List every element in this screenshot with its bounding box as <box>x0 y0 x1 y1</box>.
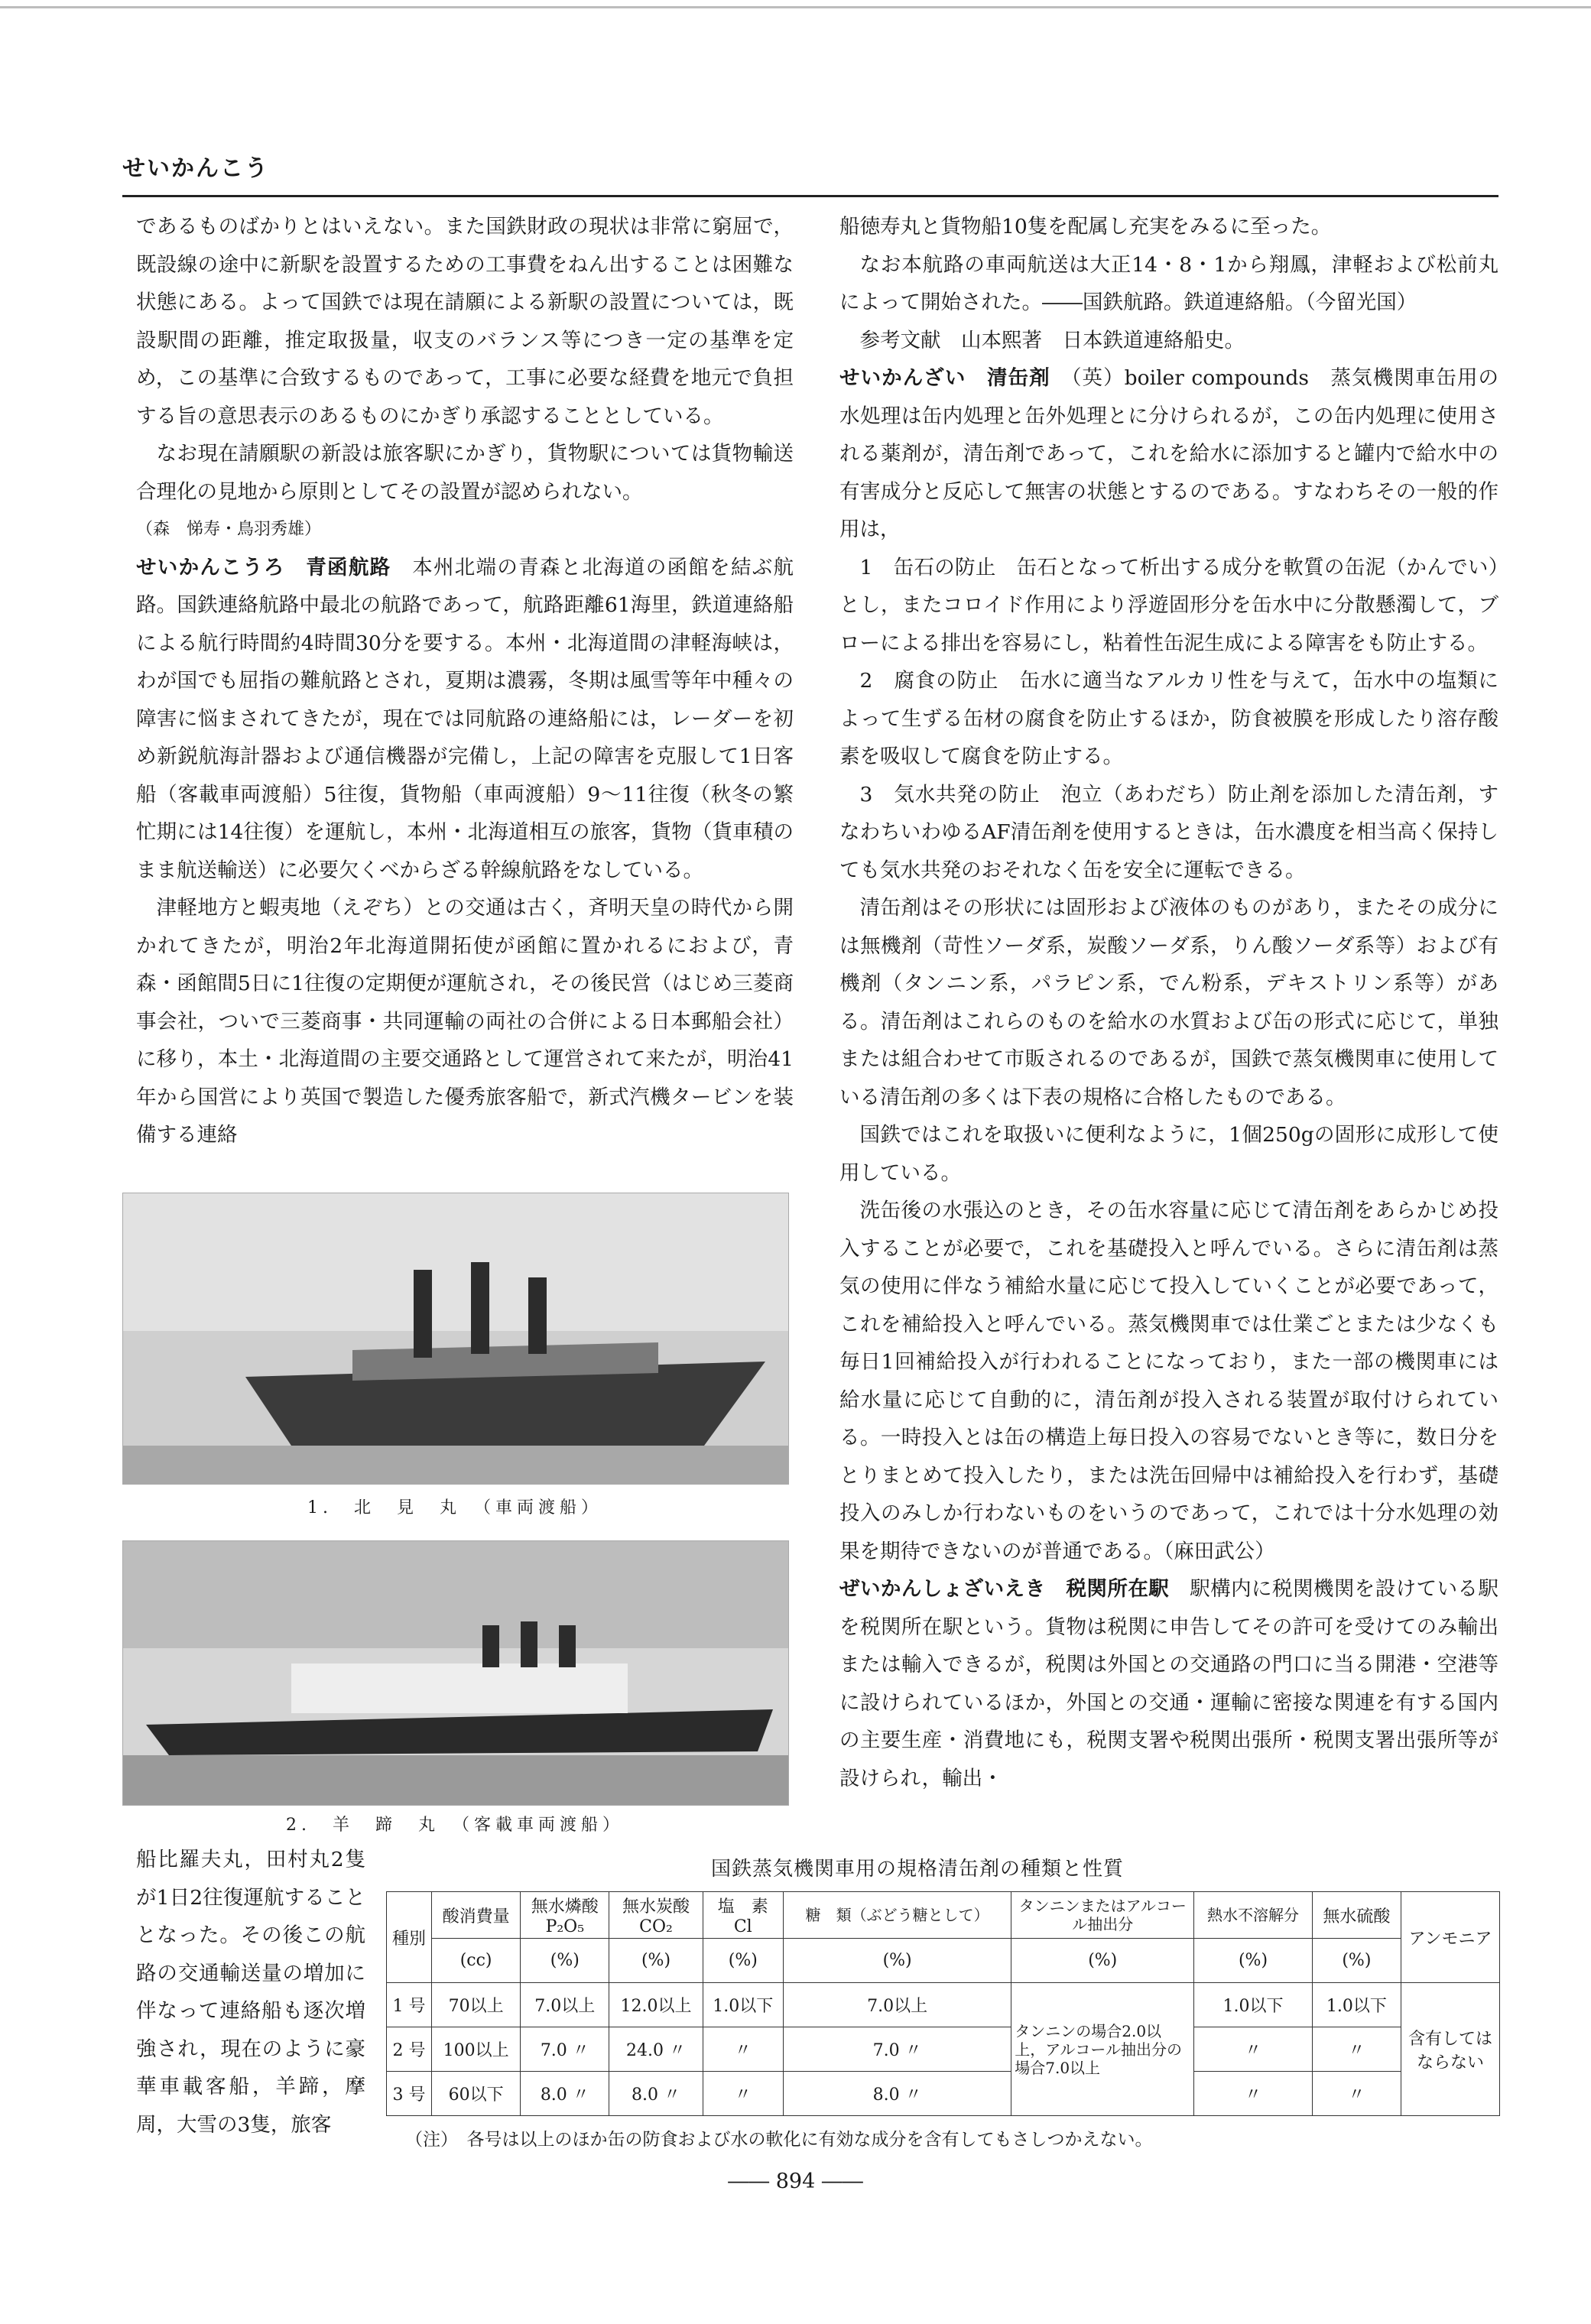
cell-acid: 60以下 <box>432 2072 521 2116</box>
entry-heading: せいかんこうろ 青函航路 <box>136 555 391 579</box>
page-header: せいかんこう <box>122 155 269 182</box>
cell-heat: 〃 <box>1194 2027 1313 2072</box>
entry-body: 本州北端の青森と北海道の函館を結ぶ航路。国鉄連絡航路中最北の航路であって，航路距離61海里，鉄道連絡船による航行時間約4時間30分を要する。本州・北海道間の津軽海峡は，わが国でも屈指の難航路とされ，夏期は濃霧，冬期は風雪等年中種々の障害に悩まされてきたが，現在では同航路の連絡船には，レーダーを初め新鋭航海計器および通信機器が完備し，上記の障害を克服して1日客船（客載車両渡船）5往復，貨物船（車両渡船）9～11往復（秋冬の繁忙期には14往復）を運航し，本州・北海道相互の旅客，貨物（貨車積のまま航送輸送）に必要欠くべからざる幹線航路をなしている。 <box>136 555 794 882</box>
cell-heat: 1.0以下 <box>1194 1983 1313 2027</box>
paragraph: 3 気水共発の防止 泡立（あわだち）防止剤を添加した清缶剤，すなわちいわゆるAF清缶剤を使用するときは，缶水濃度を相当高く保持しても気水共発のおそれなく缶を安全に運転できる。 <box>839 782 1498 882</box>
top-border <box>0 6 1591 8</box>
cell-sugar: 8.0 〃 <box>783 2072 1011 2116</box>
header-heat: 熱水不溶解分 <box>1194 1892 1313 1939</box>
cell-cl: 〃 <box>703 2072 783 2116</box>
paragraph: 船比羅夫丸，田村丸2隻が1日2往復運航することとなった。その後この航路の交通輸送量の増加に伴なって連絡船も逐次増強され，現在のように豪華車載客船，羊蹄，摩周，大雪の3隻，旅客 <box>136 1848 365 2137</box>
cell-co2: 12.0以上 <box>609 1983 703 2027</box>
entry-seikankoro <box>136 549 794 890</box>
cell-p2o5: 7.0以上 <box>521 1983 609 2027</box>
unit-cell: (%) <box>783 1939 1011 1983</box>
header-so3: 無水硫酸 <box>1312 1892 1401 1939</box>
table-row <box>387 1983 1500 2027</box>
table-title: 国鉄蒸気機関車用の規格清缶剤の種類と性質 <box>711 1858 1125 1881</box>
header-ammonia: アンモニア <box>1401 1892 1500 1983</box>
unit-cell: (%) <box>1011 1939 1194 1983</box>
cell-heat: 〃 <box>1194 2072 1313 2116</box>
right-column <box>839 208 1498 1797</box>
cell-sugar: 7.0以上 <box>783 1983 1011 2027</box>
cell-kind: 2 号 <box>387 2027 432 2072</box>
cell-ammonia: 含有してはならない <box>1401 1983 1500 2116</box>
header-formula: P₂O₅ <box>545 1917 585 1936</box>
cell-acid: 100以上 <box>432 2027 521 2072</box>
cell-kind: 3 号 <box>387 2072 432 2116</box>
entry-zeikan <box>839 1570 1498 1797</box>
photo-caption: 2. 羊 蹄 丸 （客載車両渡船） <box>286 1816 624 1835</box>
header-tannin: タンニンまたはアルコール抽出分 <box>1011 1892 1194 1939</box>
entry-body: 駅構内に税関機関を設けている駅を税関所在駅という。貨物は税関に申告してその許可を受けてのみ輸出または輸入できるが，税関は外国との交通路の門口に当る開港・空港等に設けられているほか，外国との交通・運輸に密接な関連を有する国内の主要生産・消費地にも，税関支署や税関出張所・税関支署出張所等が設けられ，輸出・ <box>839 1577 1499 1790</box>
table-row <box>387 2072 1500 2116</box>
cell-kind: 1 号 <box>387 1983 432 2027</box>
header-rule <box>122 195 1498 197</box>
ship-illustration <box>123 1541 788 1805</box>
cell-tannin: タンニンの場合2.0以上，アルコール抽出分の場合7.0以上 <box>1011 1983 1194 2116</box>
cell-cl: 1.0以下 <box>703 1983 783 2027</box>
paragraph: 清缶剤はその形状には固形および液体のものがあり，またその成分には無機剤（苛性ソーダ系，炭酸ソーダ系，りん酸ソーダ系等）および有機剤（タンニン系，パラピン系，でん粉系，デキストリン系等）がある。清缶剤はこれらのものを給水の水質および缶の形式に応じて，単独または組合わせて市販されるのであるが，国鉄で蒸気機関車に使用している清缶剤の多くは下表の規格に合格したものである。 <box>839 896 1498 1109</box>
unit-cell: (%) <box>609 1939 703 1983</box>
header-cl <box>703 1892 783 1939</box>
ship-photo-kitami-maru <box>122 1193 789 1485</box>
cell-cl: 〃 <box>703 2027 783 2072</box>
table-footnote: （注） 各号は以上のほか缶の防食および水の軟化に有効な成分を含有してもさしつかえない。 <box>405 2130 1153 2150</box>
page-number: ―― 894 ―― <box>728 2170 863 2193</box>
header-co2 <box>609 1892 703 1939</box>
entry-body: （英）boiler compounds 蒸気機関車缶用の水処理は缶内処理と缶外処理とに分けられるが，この缶内処理に使用される薬剤が，清缶剤であって，これを給水に添加すると罐内で給水中の有害成分と反応して無害の状態とするのである。すなわちその一般的作用は， <box>839 366 1499 541</box>
cell-co2: 24.0 〃 <box>609 2027 703 2072</box>
paragraph: 津軽地方と蝦夷地（えぞち）との交通は古く，斉明天皇の時代から開かれてきたが，明治2年北海道開拓使が函館に置かれるにおよび，青森・函館間5日に1往復の定期便が運航され，その後民営（はじめ三菱商事会社，ついで三菱商事・共同運輸の両社の合併による日本郵船会社）に移り，本土・北海道間の主要交通路として運営されて来たが，明治41年から国営により英国で製造した優秀旅客船で，新式汽機タービンを装備する連絡 <box>136 896 794 1147</box>
unit-cell: (cc) <box>432 1939 521 1983</box>
entry-heading: ぜいかんしょざいえき 税関所在駅 <box>839 1577 1170 1601</box>
narrow-column <box>136 1841 365 2144</box>
unit-cell: (%) <box>521 1939 609 1983</box>
paragraph: 参考文献 山本熙著 日本鉄道連絡船史。 <box>859 328 1245 352</box>
ship-illustration <box>123 1193 788 1484</box>
cell-p2o5: 7.0 〃 <box>521 2027 609 2072</box>
photo-caption: 1. 北 見 丸 （車両渡船） <box>307 1498 602 1517</box>
cell-so3: 〃 <box>1312 2072 1401 2116</box>
ship-photo-yotei-maru <box>122 1540 789 1806</box>
paragraph: なお現在請願駅の新設は旅客駅にかぎり，貨物駅については貨物輸送合理化の見地から原則としてその設置が認められない。 <box>136 442 794 504</box>
header-acid: 酸消費量 <box>432 1892 521 1939</box>
cell-acid: 70以上 <box>432 1983 521 2027</box>
table-unit-row <box>387 1939 1500 1983</box>
unit-cell: (%) <box>703 1939 783 1983</box>
paragraph: 国鉄ではこれを取扱いに便利なように，1個250gの固形に成形して使用している。 <box>839 1123 1498 1185</box>
cell-so3: 〃 <box>1312 2027 1401 2072</box>
header-label: 無水炭酸 <box>622 1897 690 1917</box>
header-formula: Cl <box>733 1917 752 1936</box>
paragraph: であるものばかりとはいえない。また国鉄財政の現状は非常に窮屈で，既設線の途中に新駅を設置するための工事費をねん出することは困難な状態にある。よって国鉄では現在請願による新駅の設置については，既設駅間の距離，推定取扱量，収支のバランス等につき一定の基準を定め，この基準に合致するものであって，工事に必要な経費を地元で負担する旨の意思表示のあるものにかぎり承認することとしている。 <box>136 215 794 428</box>
header-p2o5 <box>521 1892 609 1939</box>
paragraph: なお本航路の車両航送は大正14・8・1から翔鳳，津軽および松前丸によって開始された。――国鉄航路。鉄道連絡船。（今留光国） <box>839 252 1498 314</box>
paragraph: 1 缶石の防止 缶石となって析出する成分を軟質の缶泥（かんでい）とし，またコロイド作用により浮遊固形分を缶水中に分散懸濁して，ブローによる排出を容易にし，粘着性缶泥生成による障害をも防止する。 <box>839 555 1498 655</box>
header-label: 塩 素 <box>717 1897 768 1917</box>
specification-table <box>386 1891 1500 2116</box>
paragraph: 2 腐食の防止 缶水に適当なアルカリ性を与えて，缶水中の塩類によって生ずる缶材の腐食を防止するほか，防食被膜を形成したり溶存酸素を吸収して腐食を防止する。 <box>839 669 1498 768</box>
cell-sugar: 7.0 〃 <box>783 2027 1011 2072</box>
paragraph: 洗缶後の水張込のとき，その缶水容量に応じて清缶剤をあらかじめ投入することが必要で，これを基礎投入と呼んでいる。さらに清缶剤は蒸気の使用に伴なう補給水量に応じて投入していくことが必要であって，これを補給投入と呼んでいる。蒸気機関車では仕業ごとまたは少なくも毎日1回補給投入が行われることになっており，また一部の機関車には給水量に応じて自動的に，清缶剤が投入される装置が取付けられている。一時投入とは缶の構造上毎日投入の容易でないとき等に，数日分をとりまとめて投入したり，または洗缶回帰中は補給投入を行わず，基礎投入のみしか行わないものをいうのであって，これでは十分水処理の効果を期待できないのが普通である。（麻田武公） <box>839 1199 1498 1563</box>
header-kind: 種別 <box>387 1892 432 1983</box>
header-formula: CO₂ <box>639 1917 673 1936</box>
table-row <box>387 2027 1500 2072</box>
header-label: 無水燐酸 <box>531 1897 599 1917</box>
cell-co2: 8.0 〃 <box>609 2072 703 2116</box>
entry-seikanzai <box>839 359 1498 549</box>
cell-so3: 1.0以下 <box>1312 1983 1401 2027</box>
entry-heading: せいかんざい 清缶剤 <box>839 366 1050 390</box>
header-sugar: 糖 類（ぶどう糖として） <box>783 1892 1011 1939</box>
author-note: （森 悌寿・鳥羽秀雄） <box>136 520 322 539</box>
unit-cell: (%) <box>1194 1939 1313 1983</box>
left-column <box>136 208 794 1154</box>
cell-p2o5: 8.0 〃 <box>521 2072 609 2116</box>
unit-cell: (%) <box>1312 1939 1401 1983</box>
paragraph: 船徳寿丸と貨物船10隻を配属し充実をみるに至った。 <box>839 215 1332 239</box>
table-header-row <box>387 1892 1500 1939</box>
